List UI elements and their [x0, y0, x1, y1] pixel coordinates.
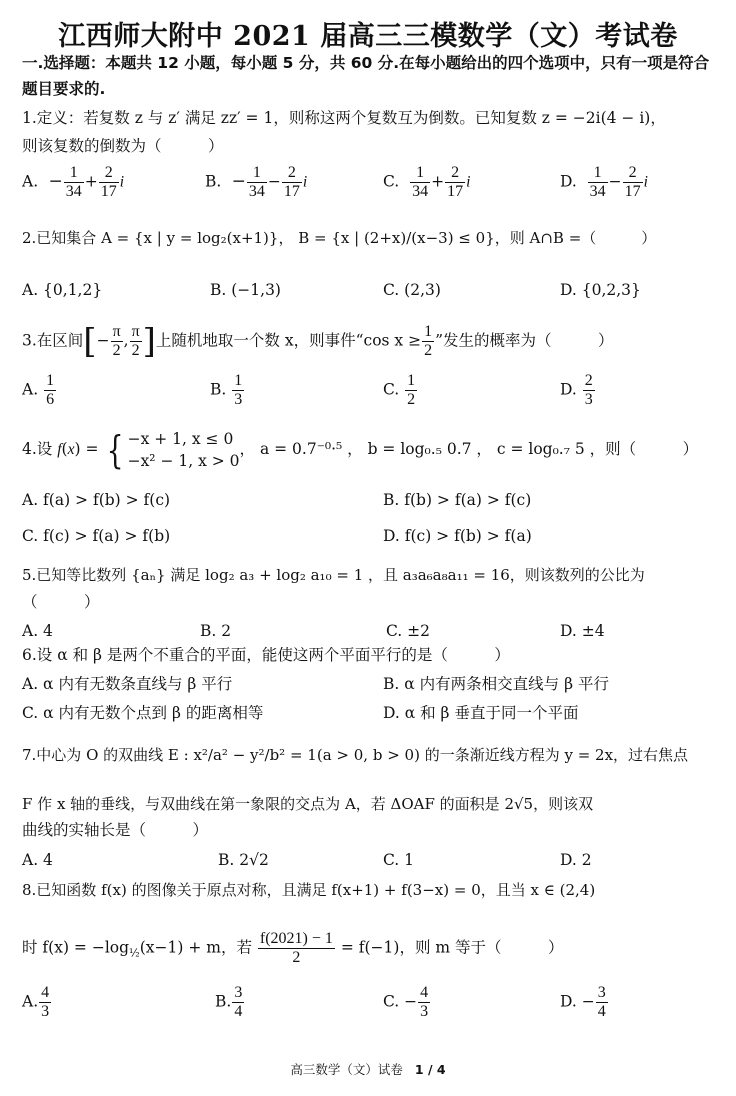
q4-rest: ， a = 0.7⁻⁰·⁵ ， b = log₀.₅ 0.7 ， c = log₀.₇ 5 ，则（ ） [239, 440, 699, 458]
q4-option-b[interactable]: B. f(b) > f(a) > f(c) [383, 491, 532, 509]
q7-stem-line1: 7.中心为 O 的双曲线 E : x²/a² − y²/b² = 1(a > 0, b > 0) 的一条渐近线方程为 y = 2x，过右焦点 [22, 746, 689, 764]
q1-stem-line1: 1.定义：若复数 z 与 z′ 满足 zz′ = 1，则称这两个复数互为倒数。已知复数 z = −2i(4 − i)， [22, 109, 666, 127]
q4-case1: −x + 1, x ≤ 0 [127, 430, 234, 448]
section-heading: 一.选择题：本题共 12 小题，每小题 5 分，共 60 分.在每小题给出的四个选项中，只有一项是符合题目要求的. [22, 54, 710, 98]
q4-option-a[interactable]: A. f(a) > f(b) > f(c) [22, 491, 171, 509]
page-footer [0, 1060, 736, 1078]
q4-option-c[interactable]: C. f(c) > f(a) > f(b) [22, 527, 171, 545]
q2-option-a[interactable]: A. {0,1,2} [22, 281, 103, 299]
q7-option-d[interactable]: D. 2 [560, 851, 592, 869]
page-title: 江西师大附中 2021 届高三三模数学（文）考试卷 [58, 21, 678, 52]
q6-option-d[interactable]: D. α 和 β 垂直于同一个平面 [383, 704, 579, 722]
q4-option-d[interactable]: D. f(c) > f(b) > f(a) [383, 527, 532, 545]
q7-option-b[interactable]: B. 2√2 [218, 851, 269, 869]
q5-stem: 5.已知等比数列 {aₙ} 满足 log₂ a₃ + log₂ a₁₀ = 1 ，且 a₃a₆a₈a₁₁ = 16，则该数列的公比为 [22, 566, 645, 584]
q3-text-end: ”发生的概率为（ ） [435, 331, 614, 350]
q2-option-c[interactable]: C. (2,3) [383, 281, 441, 299]
q2-stem: 2.已知集合 A = {x | y = log₂(x+1)}， B = {x | (2+x)/(x−3) ≤ 0}，则 A∩B =（ ） [22, 229, 657, 247]
option-label: C. [383, 172, 400, 191]
q3-text: 上随机地取一个数 x，则事件“cos x ≥ [155, 331, 422, 350]
q8-frac-num: f(2021) − 1 [259, 930, 333, 947]
q6-stem: 6.设 α 和 β 是两个不重合的平面，能使这两个平面平行的是（ ） [22, 646, 510, 664]
option-label: C. [383, 380, 400, 399]
q6-option-c[interactable]: C. α 内有无数个点到 β 的距离相等 [22, 704, 264, 722]
q5-option-d[interactable]: D. ±4 [560, 622, 605, 640]
option-label: B. [210, 380, 227, 399]
q8-lead: 时 f(x) = −log [22, 938, 130, 957]
q2-option-d[interactable]: D. {0,2,3} [560, 281, 641, 299]
q4-case2: −x² − 1, x > 0 [127, 452, 240, 470]
option-label: D. [560, 380, 577, 399]
q3-option-b[interactable]: B. $\frac{1}{3}$ [210, 372, 243, 408]
q5-option-c[interactable]: C. ±2 [386, 622, 431, 640]
footer-label: 高三数学（文）试卷 [290, 1062, 403, 1077]
option-label: A. [22, 992, 39, 1011]
q3-stem: 3.在区间[− $\frac{\pi}{2}$ , $\frac{\pi}{2}$ ]上随机地取一个数 x，则事件“cos x ≥ $\frac{1}{2}$ ”发生的概率为（ ） [22, 321, 614, 362]
q1-option-d[interactable]: D. $\frac{1}{34}$ − $\frac{2}{17}$ i [560, 164, 648, 200]
q8-frac-den: 2 [292, 949, 301, 966]
q1-option-c[interactable]: C. $\frac{1}{34}$ + $\frac{2}{17}$ i [383, 164, 471, 200]
q1-stem-line2: 则该复数的倒数为（ ） [22, 137, 224, 155]
q5-paren: （ ） [22, 593, 100, 611]
q8-end: = f(−1)，则 m 等于（ ） [340, 938, 564, 957]
q3-option-a[interactable]: A. $\frac{1}{6}$ [22, 372, 55, 408]
q8-option-b[interactable]: B. $\frac{3}{4}$ [215, 984, 243, 1020]
q6-option-a[interactable]: A. α 内有无数条直线与 β 平行 [22, 675, 233, 693]
q3-option-c[interactable]: C. $\frac{1}{2}$ [383, 372, 416, 408]
q8-stem-line2 [22, 930, 564, 967]
q5-option-a[interactable]: A. 4 [22, 622, 53, 640]
q8-option-a[interactable]: A. $\frac{4}{3}$ [22, 984, 50, 1020]
page-number: 1 / 4 [414, 1062, 446, 1077]
q4-stem: 4.设 f(x) = { −x + 1, x ≤ 0 −x² − 1, x > 0 ， a = 0.7⁻⁰·⁵ ， b = log₀.₅ 0.7 ， c = log₀.₇ 5 ，则（ ） [22, 428, 699, 472]
q7-stem-line2: F 作 x 轴的垂线，与双曲线在第一象限的交点为 A，若 ΔOAF 的面积是 2√5，则该双 [22, 795, 594, 813]
option-label: B. [205, 172, 222, 191]
q8-log-base: ½ [129, 946, 140, 960]
option-label: C. − [383, 992, 418, 1011]
q7-stem-line3: 曲线的实轴长是（ ） [22, 821, 209, 839]
q2-option-b[interactable]: B. (−1,3) [210, 281, 281, 299]
q8-mid: (x−1) + m，若 [139, 938, 252, 957]
option-label: B. [215, 992, 232, 1011]
q8-option-c[interactable]: C. − $\frac{4}{3}$ [383, 984, 429, 1020]
q1-option-a[interactable]: A. − $\frac{1}{34}$ + $\frac{2}{17}$ i [22, 164, 125, 200]
q1-option-b[interactable]: B. − $\frac{1}{34}$ − $\frac{2}{17}$ i [205, 164, 308, 200]
q8-stem-line1: 8.已知函数 f(x) 的图像关于原点对称，且满足 f(x+1) + f(3−x) = 0，且当 x ∈ (2,4) [22, 881, 596, 899]
option-label: A. [22, 172, 39, 191]
q3-option-d[interactable]: D. $\frac{2}{3}$ [560, 372, 593, 408]
option-label: D. [560, 172, 577, 191]
q8-option-d[interactable]: D. − $\frac{3}{4}$ [560, 984, 606, 1020]
q5-option-b[interactable]: B. 2 [200, 622, 232, 640]
q7-option-a[interactable]: A. 4 [22, 851, 53, 869]
option-label: A. [22, 380, 39, 399]
q7-option-c[interactable]: C. 1 [383, 851, 415, 869]
q4-lead: 4.设 [22, 440, 53, 458]
q3-lead: 3.在区间 [22, 331, 84, 350]
option-label: D. − [560, 992, 595, 1011]
q6-option-b[interactable]: B. α 内有两条相交直线与 β 平行 [383, 675, 609, 693]
